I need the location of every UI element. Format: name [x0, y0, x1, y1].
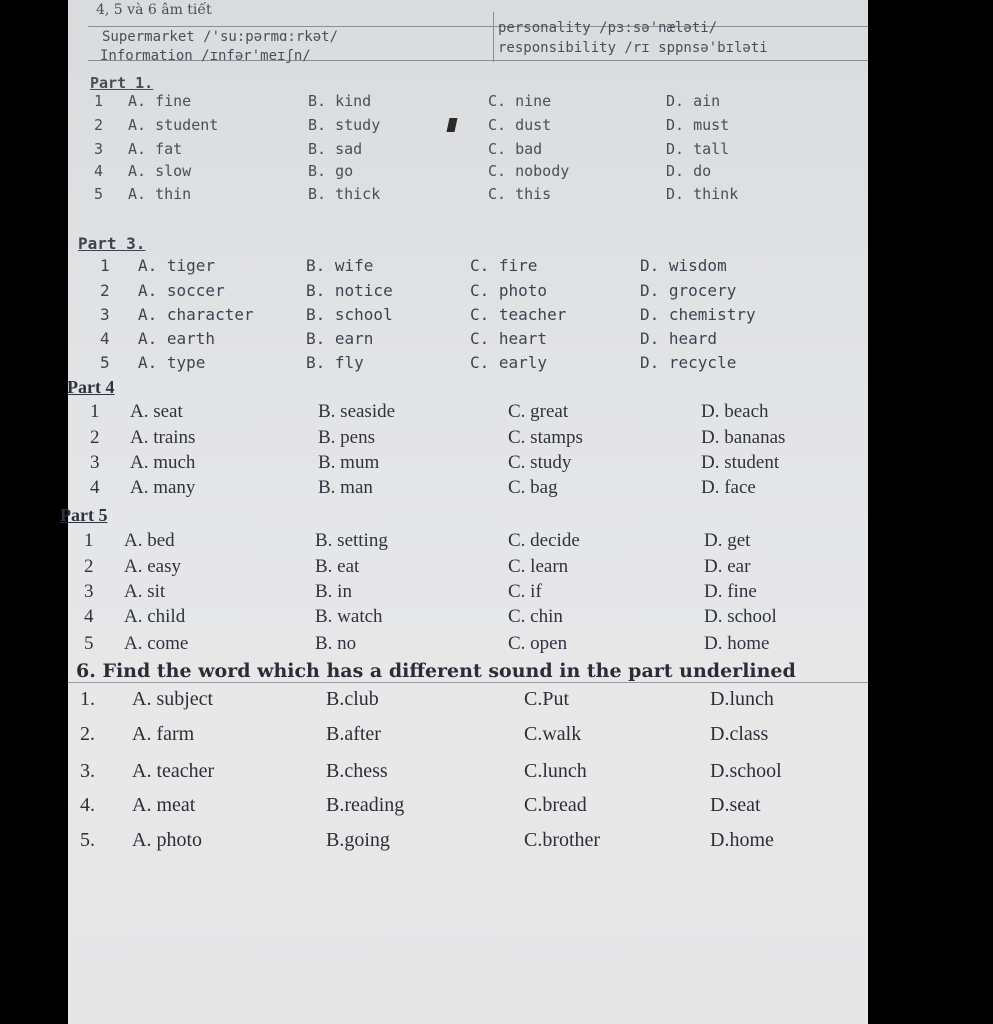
- part1-option-b: B. sad: [308, 140, 363, 158]
- part4-option-c: C. bag: [508, 477, 558, 498]
- part3-option-c: C. fire: [470, 256, 538, 275]
- part4-title: Part 4: [67, 377, 115, 397]
- part3-option-b: B. earn: [306, 329, 374, 348]
- part1-option-c: C. bad: [488, 140, 543, 158]
- part6-option-d: D.class: [710, 723, 769, 745]
- part5-item-number: 3: [84, 581, 94, 602]
- part5-option-d: D. fine: [704, 581, 757, 602]
- part5-option-c: C. if: [508, 581, 542, 602]
- table-top-border: [88, 26, 868, 27]
- part1-option-c: C. this: [488, 185, 552, 203]
- part5-item-number: 5: [84, 633, 94, 654]
- part3-option-d: D. grocery: [640, 281, 737, 300]
- part6-option-d: D.school: [710, 760, 782, 782]
- part6-option-a: A. subject: [132, 688, 214, 710]
- part3-option-a: A. character: [138, 305, 254, 324]
- part5-item-number: 1: [84, 530, 94, 551]
- part1-option-c: C. dust: [488, 116, 552, 134]
- part1-item-number: 5: [94, 185, 104, 203]
- part1-item-number: 4: [94, 162, 104, 180]
- part5-option-c: C. chin: [508, 606, 563, 627]
- part1-item-number: 3: [94, 140, 104, 158]
- part3-option-d: D. heard: [640, 329, 718, 348]
- part3-item-number: 4: [100, 329, 110, 348]
- part3-item-number: 2: [100, 281, 110, 300]
- part1-item-number: 2: [94, 116, 104, 134]
- part5-option-b: B. eat: [315, 556, 360, 577]
- part4-option-d: D. student: [701, 452, 780, 473]
- part1-option-b: B. study: [308, 116, 381, 134]
- part6-option-d: D.home: [710, 829, 774, 851]
- part3-option-b: B. notice: [306, 281, 393, 300]
- part5-item-number: 4: [84, 606, 94, 627]
- part4-item-number: 2: [90, 427, 100, 448]
- part5-title: Part 5: [60, 505, 108, 525]
- part6-rule: [68, 682, 868, 683]
- syllable-heading: 4, 5 và 6 âm tiết: [96, 2, 212, 18]
- part6-option-c: C.Put: [524, 688, 570, 710]
- part3-option-c: C. photo: [470, 281, 548, 300]
- part6-option-c: C.brother: [524, 829, 601, 851]
- part3-item-number: 5: [100, 353, 110, 372]
- part3-option-b: B. school: [306, 305, 393, 324]
- part3-option-c: C. early: [470, 353, 548, 372]
- part3-option-a: A. type: [138, 353, 206, 372]
- part5-option-b: B. watch: [315, 606, 383, 627]
- part6-option-a: A. teacher: [132, 760, 215, 782]
- part5-option-c: C. learn: [508, 556, 569, 577]
- part6-option-c: C.lunch: [524, 760, 587, 782]
- part1-option-a: A. student: [128, 116, 219, 134]
- header-word-personality: personality /pɜ:sə'næləti/: [498, 20, 718, 36]
- part1-option-d: D. ain: [666, 92, 721, 110]
- part3-option-d: D. chemistry: [640, 305, 756, 324]
- part5-option-d: D. school: [704, 606, 777, 627]
- part3-option-d: D. recycle: [640, 353, 737, 372]
- part1-option-c: C. nine: [488, 92, 552, 110]
- part6-option-a: A. farm: [132, 723, 195, 745]
- part1-option-d: D. think: [666, 185, 739, 203]
- part3-option-a: A. tiger: [138, 256, 216, 275]
- part6-title: 6. Find the word which has a different sound in the part underlined: [76, 660, 796, 682]
- part3-option-b: B. wife: [306, 256, 374, 275]
- part1-option-d: D. must: [666, 116, 730, 134]
- part6-option-c: C.walk: [524, 723, 582, 745]
- part4-option-a: A. trains: [130, 427, 196, 448]
- part4-option-d: D. face: [701, 477, 756, 498]
- part6-item-number: 3.: [80, 760, 95, 782]
- part3-option-c: C. heart: [470, 329, 548, 348]
- part4-option-d: D. beach: [701, 401, 769, 422]
- part4-option-a: A. seat: [130, 401, 183, 422]
- part6-option-d: D.lunch: [710, 688, 774, 710]
- part3-option-a: A. earth: [138, 329, 216, 348]
- part1-option-d: D. do: [666, 162, 712, 180]
- part1-option-a: A. fine: [128, 92, 192, 110]
- part4-option-c: C. study: [508, 452, 572, 473]
- part5-option-d: D. get: [704, 530, 751, 551]
- header-word-information: Information /ɪnfər'meɪʃn/: [100, 48, 311, 64]
- part5-option-d: D. ear: [704, 556, 751, 577]
- ink-mark: [447, 118, 458, 132]
- part4-option-b: B. seaside: [318, 401, 396, 422]
- part6-option-b: B.chess: [326, 760, 388, 782]
- part1-title: Part 1.: [90, 74, 154, 92]
- part1-option-d: D. tall: [666, 140, 730, 158]
- part4-item-number: 1: [90, 401, 100, 422]
- part3-option-c: C. teacher: [470, 305, 567, 324]
- part4-option-d: D. bananas: [701, 427, 786, 448]
- part4-item-number: 4: [90, 477, 100, 498]
- part6-option-a: A. photo: [132, 829, 202, 851]
- part4-option-b: B. mum: [318, 452, 380, 473]
- part1-option-a: A. slow: [128, 162, 192, 180]
- part3-option-d: D. wisdom: [640, 256, 727, 275]
- part6-option-d: D.seat: [710, 794, 761, 816]
- part6-item-number: 1.: [80, 688, 95, 710]
- part4-option-b: B. man: [318, 477, 373, 498]
- part4-item-number: 3: [90, 452, 100, 473]
- part5-item-number: 2: [84, 556, 94, 577]
- part5-option-a: A. come: [124, 633, 189, 654]
- part3-item-number: 1: [100, 256, 110, 275]
- part5-option-a: A. bed: [124, 530, 175, 551]
- part1-option-a: A. fat: [128, 140, 183, 158]
- part6-option-b: B.after: [326, 723, 381, 745]
- part5-option-b: B. no: [315, 633, 357, 654]
- part6-option-b: B.going: [326, 829, 390, 851]
- part1-item-number: 1: [94, 92, 104, 110]
- part6-option-c: C.bread: [524, 794, 587, 816]
- part5-option-b: B. in: [315, 581, 352, 602]
- part5-option-d: D. home: [704, 633, 770, 654]
- part1-option-b: B. kind: [308, 92, 372, 110]
- part4-option-c: C. stamps: [508, 427, 583, 448]
- part1-option-c: C. nobody: [488, 162, 570, 180]
- part6-option-b: B.club: [326, 688, 379, 710]
- part5-option-c: C. open: [508, 633, 568, 654]
- part5-option-a: A. easy: [124, 556, 181, 577]
- worksheet-paper: [60, 0, 868, 1024]
- part5-option-a: A. sit: [124, 581, 166, 602]
- part5-option-a: A. child: [124, 606, 186, 627]
- part4-option-a: A. much: [130, 452, 196, 473]
- part5-option-b: B. setting: [315, 530, 388, 551]
- part1-option-b: B. thick: [308, 185, 381, 203]
- part6-item-number: 5.: [80, 829, 95, 851]
- header-word-supermarket: Supermarket /'su:pərmɑ:rkət/: [102, 29, 339, 45]
- part4-option-b: B. pens: [318, 427, 375, 448]
- part3-title: Part 3.: [78, 234, 146, 253]
- part1-option-b: B. go: [308, 162, 354, 180]
- table-divider: [493, 12, 494, 62]
- part6-option-a: A. meat: [132, 794, 196, 816]
- part6-option-b: B.reading: [326, 794, 405, 816]
- part6-item-number: 4.: [80, 794, 95, 816]
- part3-option-a: A. soccer: [138, 281, 225, 300]
- header-word-responsibility: responsibility /rɪ sppnsə'bɪləti: [498, 40, 768, 56]
- part6-item-number: 2.: [80, 723, 95, 745]
- part1-option-a: A. thin: [128, 185, 192, 203]
- part5-option-c: C. decide: [508, 530, 580, 551]
- part3-option-b: B. fly: [306, 353, 364, 372]
- part4-option-a: A. many: [130, 477, 196, 498]
- part4-option-c: C. great: [508, 401, 569, 422]
- part3-item-number: 3: [100, 305, 110, 324]
